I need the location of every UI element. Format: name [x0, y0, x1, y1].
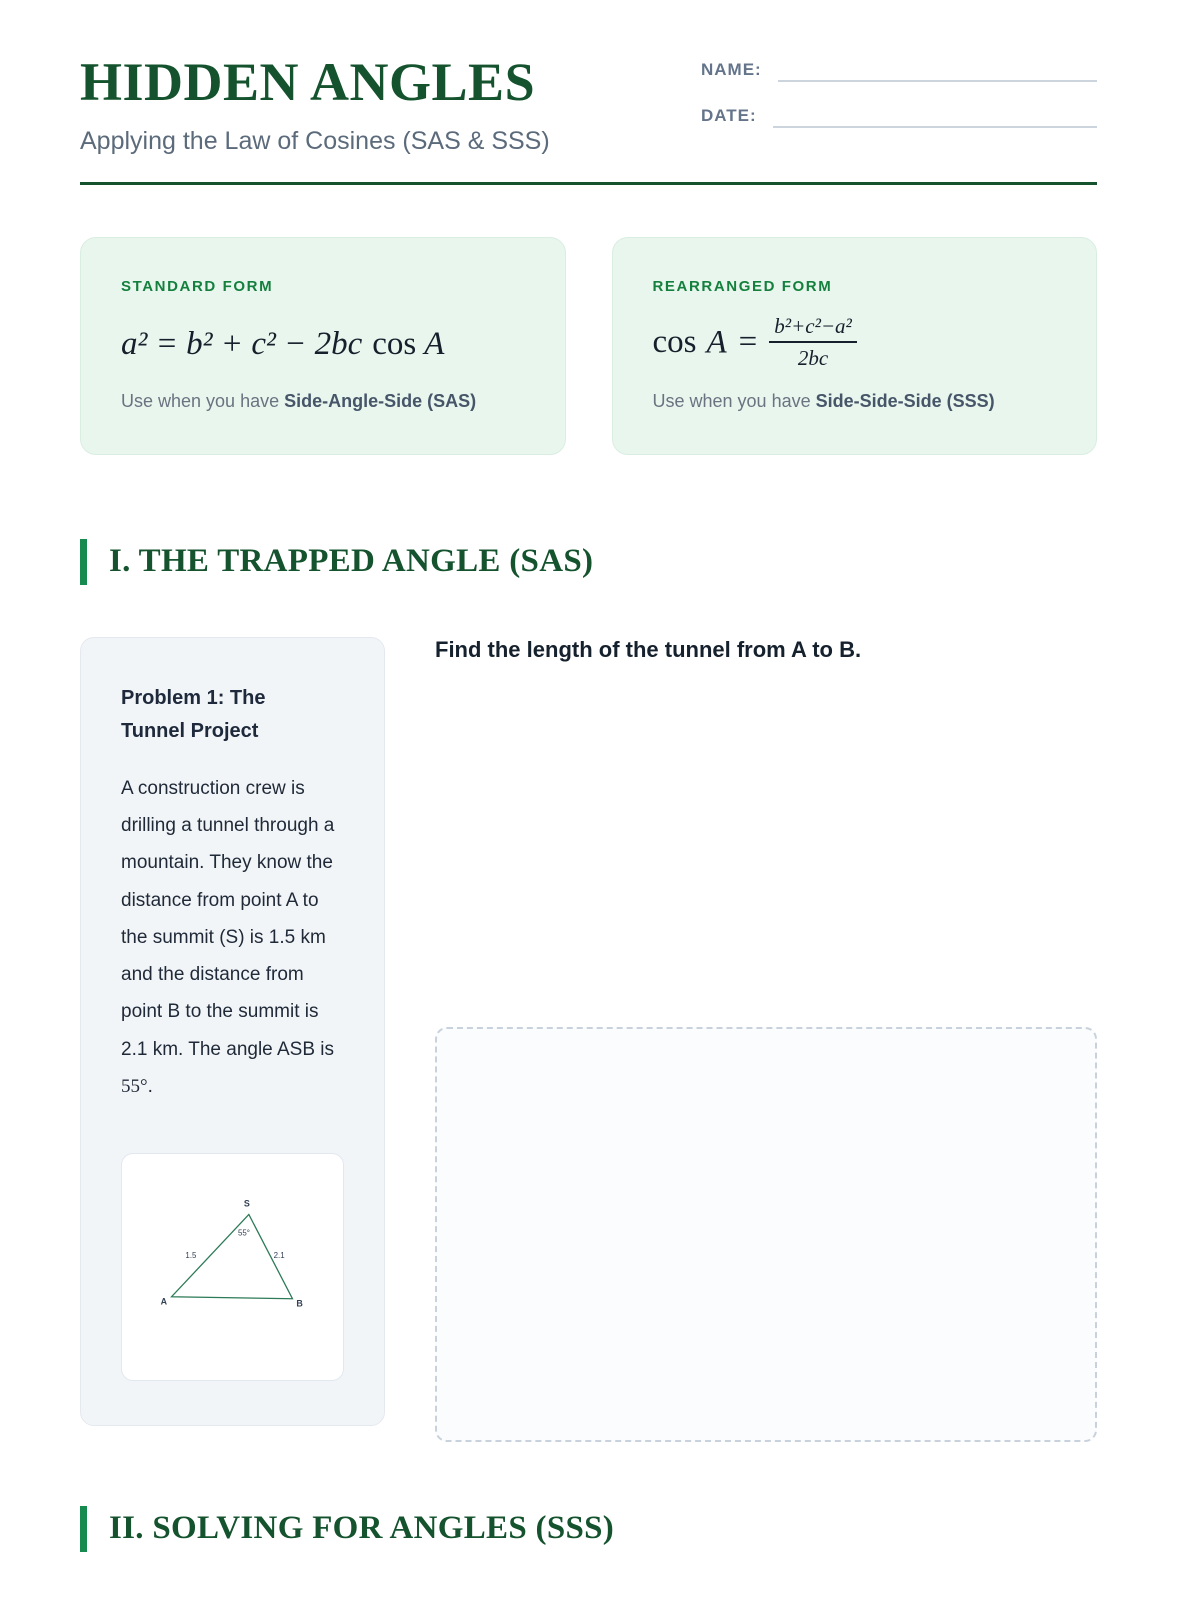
formula-fraction: [769, 314, 857, 370]
diagram-angle-label: 55°: [237, 1228, 250, 1238]
problem-body-suffix: .: [147, 1075, 153, 1097]
triangle-diagram-box: [121, 1153, 344, 1381]
caption-prefix: Use when you have: [121, 390, 285, 411]
rearranged-form-card: [612, 237, 1098, 455]
standard-form-label: STANDARD FORM: [121, 277, 274, 295]
section-accent-bar: [80, 1506, 87, 1552]
problem-1-body: [121, 770, 344, 1105]
rearranged-form-label: REARRANGED FORM: [652, 277, 833, 295]
rearranged-form-caption: [653, 391, 1057, 412]
date-blank-line: [773, 108, 1097, 128]
formula-var: A: [424, 326, 445, 363]
standard-form-caption: [121, 391, 525, 412]
problem-1-title: Problem 1: The Tunnel Project: [121, 686, 266, 742]
section-accent-bar: [80, 539, 87, 585]
section-sas-content: [80, 637, 1097, 1442]
caption-bold: Side-Angle-Side (SAS): [284, 390, 477, 411]
diagram-right-side-label: 2.1: [273, 1251, 285, 1261]
header-left: [80, 54, 550, 156]
section-sas-title: I. THE TRAPPED ANGLE (SAS): [109, 543, 594, 580]
diagram-vertex-b-label: B: [296, 1298, 303, 1309]
header-fields: [701, 54, 1097, 152]
section-sss-title: II. SOLVING FOR ANGLES (SSS): [109, 1510, 615, 1547]
formula-lhs: a² = b² + c² − 2bc: [121, 326, 363, 363]
date-field-row: [701, 106, 1097, 128]
formula-cards: [80, 237, 1097, 455]
answer-work-area: [435, 1027, 1097, 1442]
formula-cos: cos: [372, 326, 417, 363]
problem-angle-value: 55°: [121, 1075, 148, 1097]
formula-cos: cos: [652, 324, 697, 361]
triangle-diagram: [122, 1154, 343, 1380]
header-divider: [80, 182, 1097, 185]
work-column: [435, 637, 1097, 1442]
date-label: DATE:: [701, 106, 757, 125]
page-subtitle: Applying the Law of Cosines (SAS & SSS): [80, 126, 550, 155]
problem-1-prompt: Find the length of the tunnel from A to B.: [435, 636, 862, 662]
fraction-denominator: 2bc: [769, 341, 857, 370]
name-label: NAME:: [701, 60, 762, 79]
diagram-apex-label: S: [243, 1198, 250, 1209]
header: [80, 54, 1097, 156]
fraction-numerator: b²+c²−a²: [774, 313, 852, 338]
diagram-vertex-a-label: A: [160, 1296, 168, 1307]
formula-var: A: [706, 324, 727, 361]
formula-equals: =: [738, 324, 758, 361]
page-title: HIDDEN ANGLES: [80, 52, 536, 112]
caption-bold: Side-Side-Side (SSS): [815, 390, 995, 411]
section-sss-heading: [80, 1506, 1097, 1552]
caption-prefix: Use when you have: [652, 390, 816, 411]
standard-form-card: [80, 237, 566, 455]
section-sas-heading: [80, 539, 1097, 585]
name-field-row: [701, 60, 1097, 82]
name-blank-line: [778, 62, 1097, 82]
problem-body-text: A construction crew is drilling a tunnel through a mountain. They know the distance from point A to the summit (S) is 1.5 km and the distance from point B to the summit is 2.1 km. The angle ASB is: [121, 777, 335, 1060]
problem-1-card: [80, 637, 385, 1426]
standard-form-formula: [121, 317, 525, 373]
rearranged-form-formula: [652, 313, 1057, 373]
diagram-left-side-label: 1.5: [185, 1251, 197, 1261]
